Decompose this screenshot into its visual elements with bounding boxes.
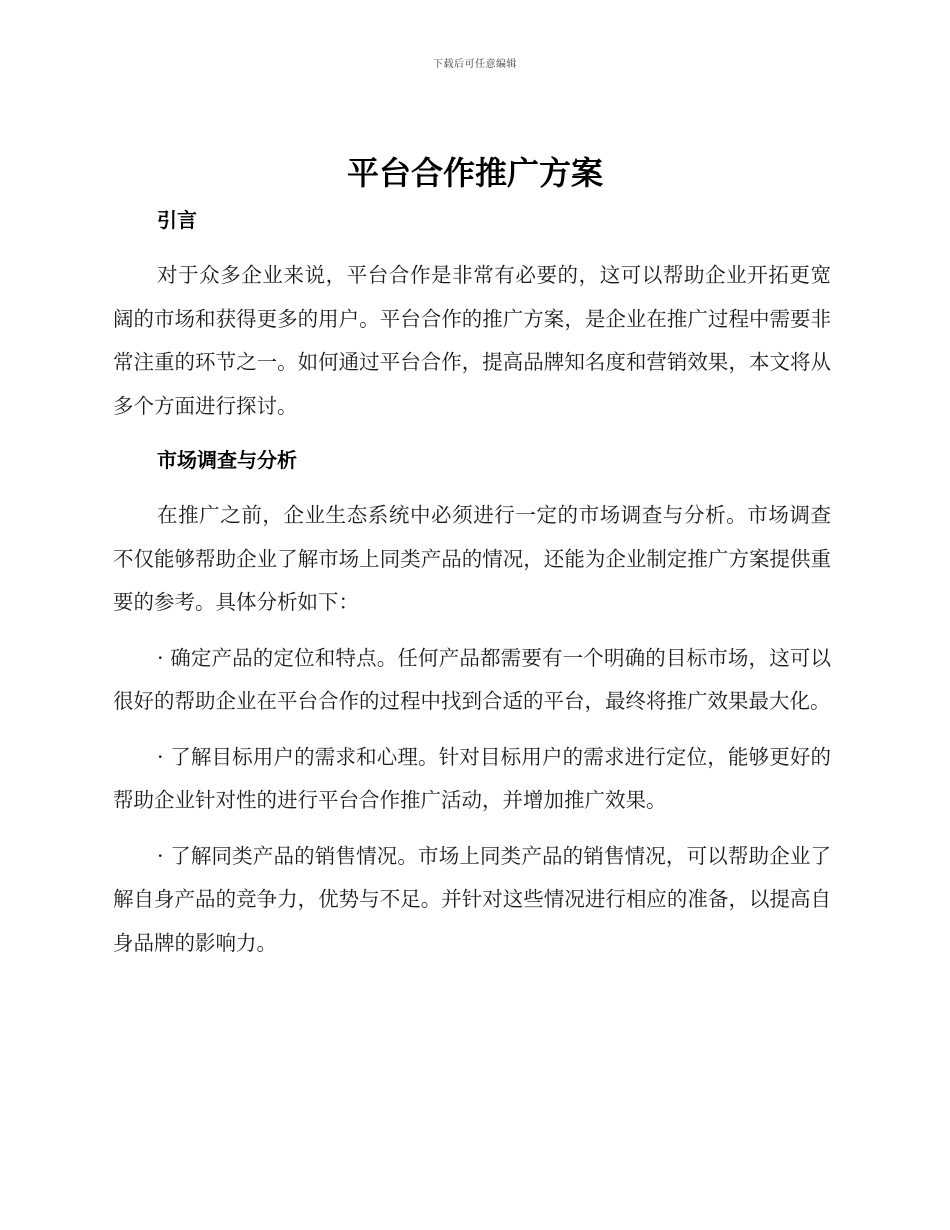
section-heading-market: 市场调查与分析	[157, 448, 297, 472]
bullet-item-user-needs: · 了解目标用户的需求和心理。针对目标用户的需求进行定位，能够更好的帮助企业针对性的进行平台合作推广活动，并增加推广效果。	[113, 744, 831, 812]
market-paragraph: 在推广之前，企业生态系统中必须进行一定的市场调查与分析。市场调查不仅能够帮助企业了解市场上同类产品的情况，还能为企业制定推广方案提供重要的参考。具体分析如下：	[113, 503, 831, 614]
spacer	[113, 238, 831, 254]
header-note: 下载后可任意编辑	[433, 59, 517, 70]
document-title: 平台合作推广方案	[346, 154, 603, 192]
bullet-item-positioning: · 确定产品的定位和特点。任何产品都需要有一个明确的目标市场，这可以很好的帮助企业在平台合作的过程中找到合适的平台，最终将推广效果最大化。	[113, 645, 831, 713]
spacer	[113, 428, 831, 442]
bullet-item-sales: · 了解同类产品的销售情况。市场上同类产品的销售情况，可以帮助企业了解自身产品的竞争力，优势与不足。并针对这些情况进行相应的准备，以提高自身品牌的影响力。	[113, 843, 831, 955]
document-body	[113, 202, 831, 965]
spacer	[113, 478, 831, 494]
intro-paragraph: 对于众多企业来说，平台合作是非常有必要的，这可以帮助企业开拓更宽阔的市场和获得更多的用户。平台合作的推广方案，是企业在推广过程中需要非常注重的环节之一。如何通过平台合作，提高品牌知名度和营销效果，本文将从多个方面进行探讨。	[113, 263, 831, 418]
section-heading-intro: 引言	[157, 208, 197, 232]
spacer	[113, 823, 831, 835]
spacer	[113, 625, 831, 637]
spacer	[113, 724, 831, 736]
